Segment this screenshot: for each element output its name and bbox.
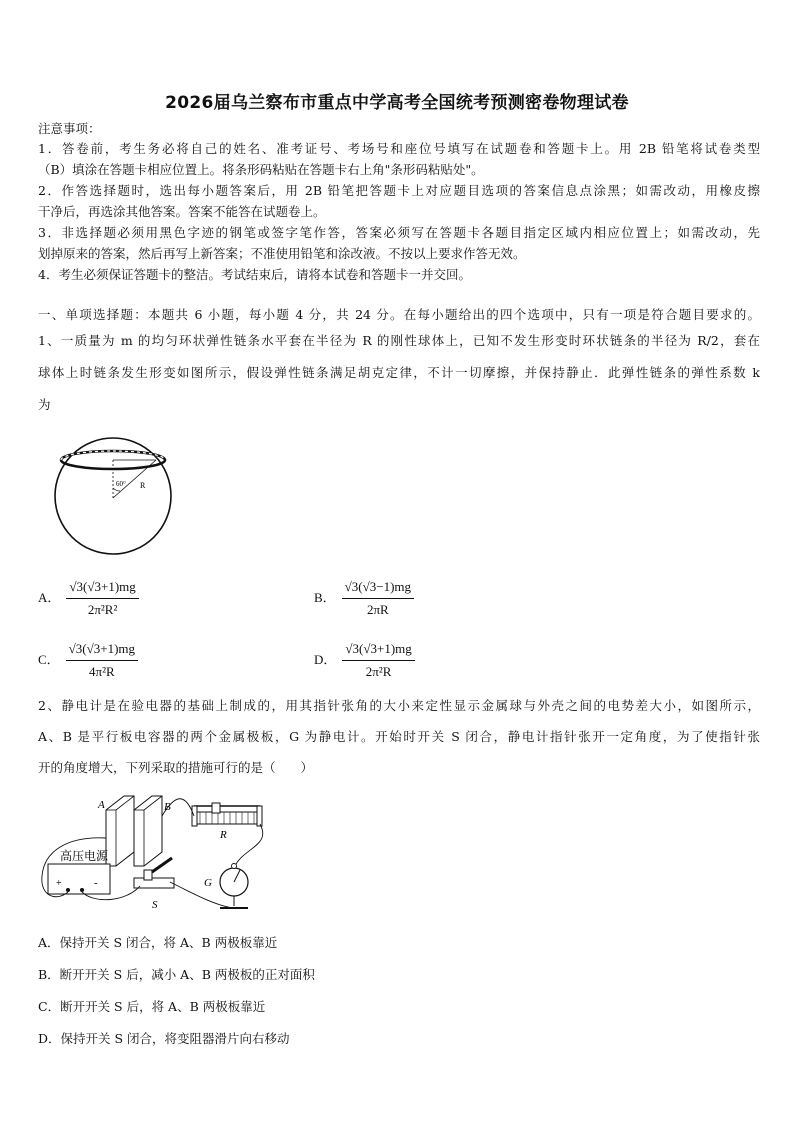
option-a[interactable] [38,578,139,619]
radius-label: R [140,481,146,490]
plus-sign: + [56,878,62,889]
notice-line: 1．答卷前，考生务必将自己的姓名、准考证号、考场号和座位号填写在试题卷和答题卡上。用 2B 铅笔将试卷类型 [38,141,760,156]
notice-line: 3．非选择题必须用黑色字迹的钢笔或签字笔作答，答案必须写在答题卡各题目指定区域内相应位置上；如需改动，先 [38,225,760,240]
option-b[interactable] [314,578,414,619]
source-label: 高压电源 [60,849,109,863]
denominator: 4π²R [89,664,115,679]
option-b-fraction [342,578,414,619]
notice-heading: 注意事项： [38,121,101,136]
option-d[interactable] [314,640,415,681]
numerator: √3(√3+1)mg [66,578,138,599]
question-2-text: 2、静电计是在验电器的基础上制成的，用其指针张角的大小来定性显示金属球与外壳之间的电势差大小，如图所示， [38,698,760,713]
option-d[interactable]: D．保持开关 S 闭合，将变阻器滑片向右移动 [38,1031,290,1046]
option-a[interactable]: A．保持开关 S 闭合，将 A、B 两极板靠近 [38,935,278,950]
denominator: 2π²R [365,664,392,679]
plate-b-label: B [164,801,171,813]
option-d-fraction [342,640,414,681]
denominator: 2πR [366,602,389,617]
rheostat-label: R [220,829,227,841]
section-heading: 一、单项选择题：本题共 6 小题，每小题 4 分，共 24 分。在每小题给出的四个选项中，只有一项是符合题目要求的。 [38,307,760,322]
option-letter: D． [314,652,337,667]
question-1-text: 1、一质量为 m 的均匀环状弹性链条水平套在半径为 R 的刚性球体上，已知不发生形变时环状链条的半径为 R/2，套在 [38,333,760,348]
notice-line: 2．作答选择题时，选出每小题答案后，用 2B 铅笔把答题卡上对应题目选项的答案信息点涂黑；如需改动，用橡皮擦 [38,183,760,198]
sphere-chain-figure [48,428,178,558]
question-2-text: 开的角度增大，下列采取的措施可行的是（ ） [38,760,314,775]
numerator: √3(√3+1)mg [66,640,138,661]
meter-label: G [204,877,212,889]
option-a-fraction [66,578,138,619]
option-b[interactable]: B．断开开关 S 后，减小 A、B 两极板的正对面积 [38,967,315,982]
plate-a-label: A [98,799,105,811]
option-c-fraction [66,640,138,681]
option-c[interactable] [38,640,138,681]
electroscope-circuit-figure [36,786,276,918]
question-1-text: 球体上时链条发生形变如图所示，假设弹性链条满足胡克定律，不计一切摩擦，并保持静止．此弹性链条的弹性系数 k [38,365,760,380]
option-letter: A． [38,590,61,605]
denominator: 2π²R² [87,602,118,617]
numerator: √3(√3−1)mg [342,578,414,599]
notice-line: 划掉原来的答案，然后再写上新答案；不准使用铅笔和涂改液。不按以上要求作答无效。 [38,246,526,261]
question-1-text: 为 [38,397,51,412]
question-2-text: A、B 是平行板电容器的两个金属极板，G 为静电计。开始时开关 S 闭合，静电计指针张开一定角度，为了使指针张 [38,729,760,744]
option-letter: B． [314,590,336,605]
notice-line: （B）填涂在答题卡相应位置上。将条形码粘贴在答题卡右上角"条形码粘贴处"。 [38,162,484,177]
minus-sign: - [94,877,98,889]
angle-label: 60° [116,480,126,488]
page-title: 2026届乌兰察布市重点中学高考全国统考预测密卷物理试卷 [165,93,629,113]
numerator: √3(√3+1)mg [342,640,414,661]
notice-line: 干净后，再选涂其他答案。答案不能答在试题卷上。 [38,204,326,219]
option-letter: C． [38,652,60,667]
switch-label: S [152,899,158,911]
notice-line: 4．考生必须保证答题卡的整洁。考试结束后，请将本试卷和答题卡一并交回。 [38,267,471,282]
option-c[interactable]: C．断开开关 S 后，将 A、B 两极板靠近 [38,999,266,1014]
